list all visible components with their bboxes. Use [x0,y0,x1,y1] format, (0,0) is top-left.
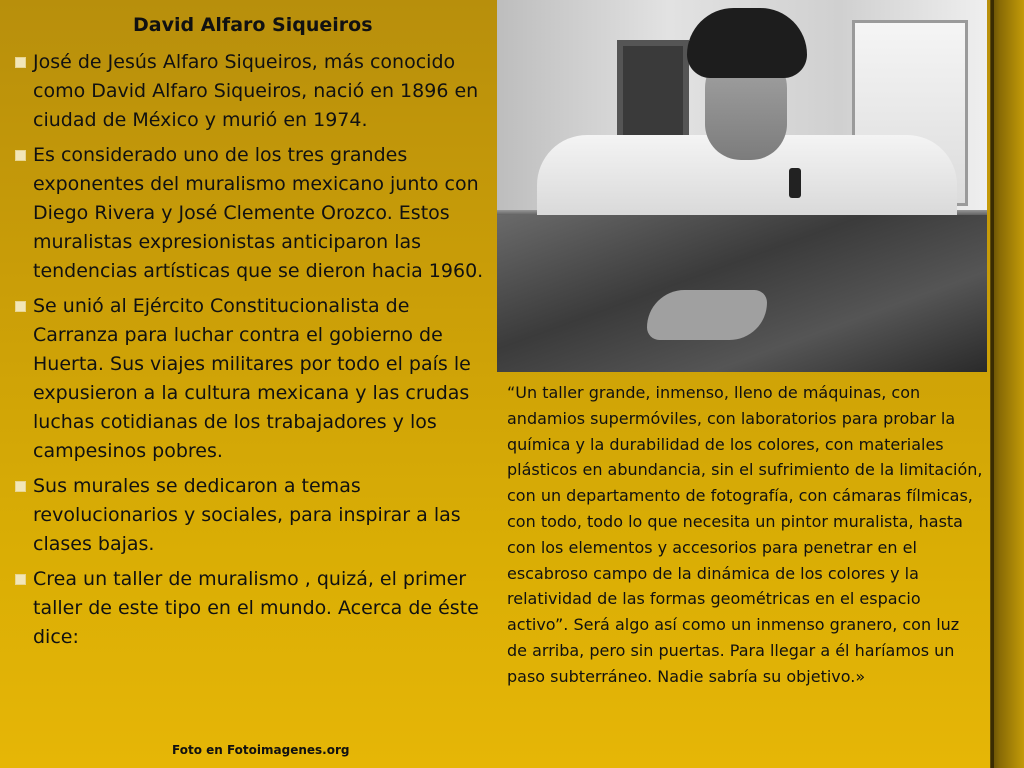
photo-credit: Foto en Fotoimagenes.org [172,743,350,757]
photo-watch [789,168,801,198]
bullet-text: Crea un taller de muralismo , quizá, el primer taller de este tipo en el mundo. Acerca de éste dice: [33,568,479,648]
slide-title: David Alfaro Siqueiros [133,14,373,36]
bullet-item [12,292,490,466]
siqueiros-photo [497,0,987,372]
bullet-item [12,565,490,652]
photo-hair [687,8,807,78]
bullet-text: José de Jesús Alfaro Siqueiros, más conocido como David Alfaro Siqueiros, nació en 1896 en ciudad de México y murió en 1974. [33,51,479,131]
photo-mural-shape [647,290,767,340]
bullet-square-icon [15,301,26,312]
decorative-line [991,0,994,768]
bullet-square-icon [15,574,26,585]
bullet-list [12,48,490,658]
bullet-square-icon [15,150,26,161]
bullet-text: Sus murales se dedicaron a temas revolucionarios y sociales, para inspirar a las clases bajas. [33,475,461,555]
bullet-square-icon [15,57,26,68]
decorative-side-strip [990,0,1024,768]
quote-text: “Un taller grande, inmenso, lleno de máquinas, con andamios supermóviles, con laboratorios para probar la química y la durabilidad de los colores, con materiales plásticos en abundancia, sin el sufrimiento de la limitación, con un departamento de fotografía, con cámaras fílmicas, con todo, todo lo que necesita un pintor muralista, hasta con los elementos y accesorios para penetrar en el escabroso campo de la dinámica de los colores y la relatividad de las formas geométricas en el espacio activo”. Será algo así como un inmenso granero, con luz de arriba, pero sin puertas. Para llegar a él haríamos un paso subterráneo. Nadie sabría su objetivo.» [507,383,983,686]
bullet-text: Es considerado uno de los tres grandes exponentes del muralismo mexicano junto con Diego Rivera y José Clemente Orozco. Estos muralistas expresionistas anticiparon las tendencias artísticas que se dieron hacia 1960. [33,144,484,282]
bullet-item [12,141,490,286]
bullet-square-icon [15,481,26,492]
bullet-item [12,48,490,135]
bullet-item [12,472,490,559]
bullet-text: Se unió al Ejército Constitucionalista de Carranza para luchar contra el gobierno de Huerta. Sus viajes militares por todo el país le expusieron a la cultura mexicana y las crudas luchas cotidianas de los trabajadores y los campesinos pobres. [33,295,471,462]
